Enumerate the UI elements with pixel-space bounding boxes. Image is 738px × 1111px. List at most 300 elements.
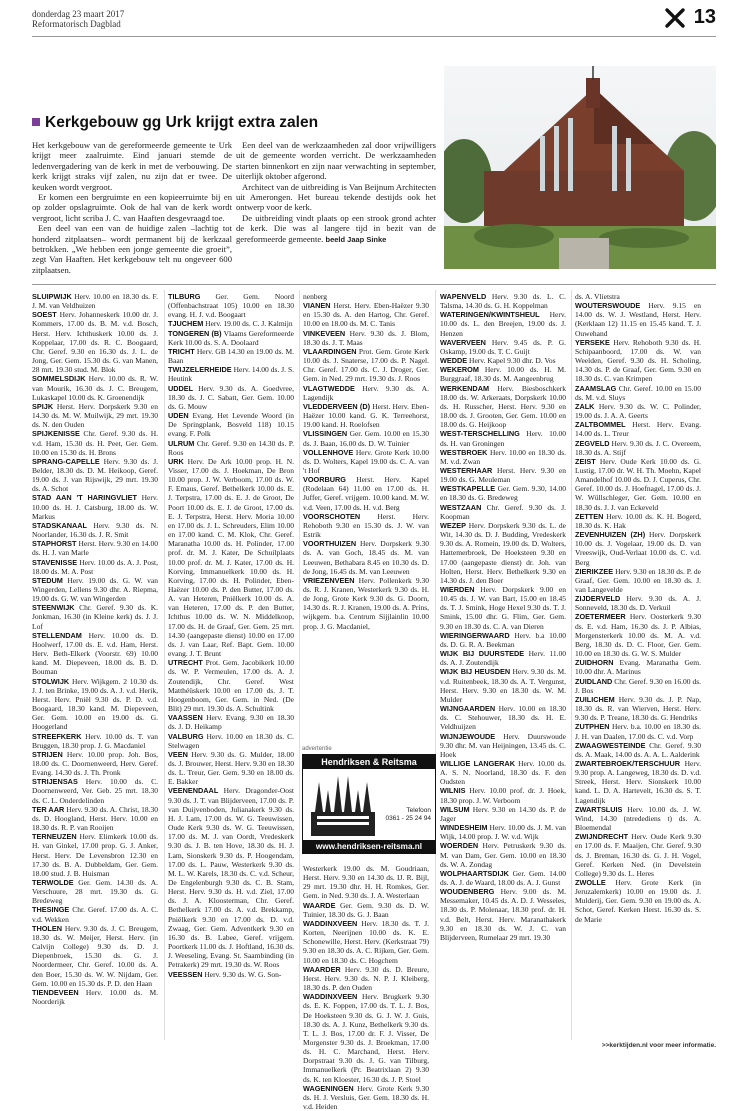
service-times: Herv. Oosterkerk 9.30 ds. E. v.d. Ham, 16.30 ds. J. P. Albias, Morgensterkerk 10.00 ds. M. A. v.d. Berg, 18.30 ds. D. C. Floor, Ger. Gem. 10.00 en 18.30 ds. G. W. S. Mulder xyxy=(575,612,702,659)
service-times: Herv. 10.00 ds. H. M. Burggraaf, 18.30 ds. M. Aangeenbrug xyxy=(440,365,566,384)
service-times: Herv. Oude Kerk 10.00 ds. G. Lustig, 17.00 dr. W. H. Th. Moehn, Kapel Amandelhof 10.00 ds. D. J. Cuperus, Chr. Geref. 10.00 ds. J. Hoefnagel, 17.00 ds. J. W. Wüllschleger, Ger. Gem. 10.00 en 18.30 ds. J. J. van Eckeveld xyxy=(575,456,701,512)
service-times: Herv. Oude Kerk 9.30 en 17.00 ds. F. Maaijen, Chr. Geref. 9.30 ds. J. Breman, 16.30 ds. G. J. H. Vogel, Geref. Kerken Ned. (in Develstein College) 9.30 ds. L. Heres xyxy=(575,832,702,878)
place-name: STREEFKERK xyxy=(32,731,82,741)
service-times: Herv. Brugkerk 9.30 ds. E. K. Foppen, 17.00 ds. T. L. J. Bos, De Hoeksteen 9.30 ds. G. J. W. J. Guis, 18.30 ds. A. J. Kunz, Bethelkerk 9.30 ds. T. L. J. Bos, 17.00 dr. F. J. Visser, De Morgenster 9.30 ds. J. Broekman, 17.00 ds. H. C. Marchand, Herst. Herv. Dorpstraat 9.30 ds. J. G. van Tilburg, Immanuelkerk (Pr. Beatrixlaan 2) 9.30 ds. K. ten Kloester, 16.30 ds. J. P. Stoel xyxy=(303,992,429,1084)
place-name: WEST-TERSCHELLING xyxy=(440,429,520,439)
schedule-entry xyxy=(575,805,701,832)
service-times: Ger. Gem. 10.00 en 15.30 ds. J. Baan, 16.00 ds. D. W. Tuinier xyxy=(303,429,429,448)
schedule-column-1 xyxy=(32,292,158,1006)
schedule-entry xyxy=(440,484,566,502)
schedule-entry xyxy=(32,832,158,878)
place-name: VOORTHUIZEN xyxy=(303,539,357,549)
service-times: Evang. Maranatha Gem. 10.00 dhr. A. Marinus xyxy=(575,658,702,677)
service-times: Evang. Het Levende Woord (in De Springplank, Bosveld 118) 10.15 evang. F. Polk xyxy=(168,411,294,439)
schedule-entry xyxy=(168,329,294,347)
schedule-entry xyxy=(303,475,429,512)
place-name: WILLIGE LANGERAK xyxy=(440,758,515,768)
schedule-column-2 xyxy=(168,292,294,979)
place-name: VLAGTWEDDE xyxy=(303,383,355,393)
ad-url-link[interactable]: www.hendriksen-reitsma.nl xyxy=(303,840,435,853)
service-times: Herv. 14.00 ds. J. S. Heutink xyxy=(168,365,295,384)
article-paragraph: Het kerkgebouw van de gereformeerde gemeente te Urk krijgt meer zaalruimte. Eind januari stemde de ledenvergadering van de kerk in met de verbouwing. De kerk krijgt straks vijf zalen, nu zijn dat er twee. De keuken wordt vergroot. xyxy=(32,140,232,192)
pipe-organ-icon xyxy=(309,772,377,838)
schedule-entry xyxy=(168,750,294,787)
article-column-1 xyxy=(32,140,232,275)
schedule-entry xyxy=(168,439,294,457)
service-times: Herv. 10.00 ds. R. W. van Mourik, 16.30 ds. J. C. Breugem, Lukaskapel 10.00 ds. K. Groenendijk xyxy=(32,374,159,402)
schedule-entry xyxy=(440,585,566,631)
service-times: Herv. Grote Kerk (in Jeruzalemkerk) 10.00 en 19.00 ds. J. Mulderij, Ger. Gem. 9.30 en 19.00 ds. A. Schot, Geref. Kerken Herst. 16.30 ds. S. de Marie xyxy=(575,878,702,924)
service-times: Herv. 10.00 ds. H. van Groningen xyxy=(440,429,566,448)
service-times: Herv. 9.45 ds. P. G. Oskamp, 19.00 ds. T. C. Guijt xyxy=(440,337,567,356)
schedule-entry xyxy=(575,439,701,457)
place-name: ULRUM xyxy=(168,438,195,448)
service-times: Herv. Evang. 9.30 en 18.30 ds. J. D. Heikamp xyxy=(168,713,295,732)
service-times: Herv. Elimkerk 10.00 ds. H. van Ginkel, 17.00 prop. G. J. Anker, Herst. Herv. De Levensbron 12.30 en 17.30 ds. B. A. Dubbeldam, Ger. Gem. 18.00 stud. J. B. Huisman xyxy=(32,832,158,878)
place-name: THOLEN xyxy=(32,923,62,933)
column-divider xyxy=(164,290,165,1040)
place-name: ZWOLLE xyxy=(575,878,606,887)
schedule-entry xyxy=(440,869,566,887)
ad-title: Hendriksen & Reitsma Orgelbouw xyxy=(303,755,435,769)
service-times: Herv. Grote Kerk 10.00 ds. D. Wolters, Kapel 19.00 ds. C. A. van 't Hof xyxy=(303,447,430,475)
schedule-entry xyxy=(32,292,158,310)
service-times: Herv. 9.30 ds. D. Breure, Herst. Herv. 9.30 ds. N. P. J. Kleiberg, 18.30 ds. P. den Ouden xyxy=(303,964,430,993)
place-name: VLEDDERVEEN (D) xyxy=(303,401,371,411)
place-name: WERKENDAM xyxy=(440,383,490,393)
place-name: STEENWIJK xyxy=(32,603,75,613)
service-times: Chr. Geref. 10.00 en 15.00 ds. M. v.d. Sluys xyxy=(575,383,702,402)
schedule-entry xyxy=(575,722,701,740)
service-times: Herst. Herv. Eben-Haëzer 10.00 kand. G. K. Terreehorst, 19.00 kand. H. Roelofsen xyxy=(303,401,429,430)
schedule-entry xyxy=(575,677,701,695)
place-name: ZIERIKZEE xyxy=(575,566,614,576)
service-times: Herst. Herv. Dorpskerk 9.30 en 14.30 ds. M. W. Muilwijk, 29 mrt. 19.30 ds. N. den Ouden xyxy=(32,401,159,430)
header-rule xyxy=(32,36,716,37)
place-name: ZEGVELD xyxy=(575,438,610,448)
service-times: Ger. Gem. Noord (Offenbachstraat 105) 10.00 en 18.30 evang. H. J. v.d. Boogaart xyxy=(168,292,294,320)
place-name: VEENENDAAL xyxy=(168,786,219,796)
service-times: Herv. 9.30 ds. A. Goedvree, 18.30 ds. J. C. Sabatt, Ger. Gem. 10.00 ds. G. Mouw xyxy=(168,383,295,411)
schedule-entry xyxy=(575,594,701,612)
service-times: Herv. 10.00 ds. C. Doornenweerd, Ver. Geb. 25 mrt. 18.30 ds. C. L. Onderdelinden xyxy=(32,777,158,805)
service-times: Westerkerk 19.00 ds. M. Goudriaan, Herst. Herv. 9.30 en 14.30 ds. IJ. R. Bijl, 29 mrt. 19.30 dhr. H. H. Romkes, Ger. Gem. in Ned. 9.30 ds. J. A. Westerlaan xyxy=(303,864,429,901)
service-times: Herv. 9.30 ds. G. Mulder, 18.00 ds. J. Brouwer, Herst. Herv. 9.30 en 18.30 ds. L. Treur, Ger. Gem. 9.30 en 18.00 ds. E. Bakker xyxy=(168,749,294,787)
service-times: Herv. 9.30 ds. J. C. Breugem, 18.30 ds. W. Meijer, Herst. Herv. (in Calvijn College) 9.30 ds. D. J. Diepenbroek, 15.30 ds. G. J. Noordermeer, Chr. Geref. 10.00 ds. A. den Boer, 15.30 ds. W. W. Nijdam, Ger. Gem. 10.00 en 15.30 ds. P. D. den Haan xyxy=(32,923,159,988)
place-name: WESTZAAN xyxy=(440,502,482,512)
service-times: Herv. 9.30 ds. W. C. Polinder, 19.00 ds. J. A. A. Geerts xyxy=(575,401,702,421)
place-name: SLUIPWIJK xyxy=(32,292,72,301)
place-name: WAGENINGEN xyxy=(303,1083,354,1093)
schedule-entry xyxy=(303,919,429,965)
schedule-entry xyxy=(168,384,294,411)
ad-phone: Telefoon 0361 - 25 24 94 xyxy=(385,807,431,822)
schedule-entry xyxy=(575,338,701,384)
schedule-entry xyxy=(575,658,701,676)
schedule-column-4 xyxy=(440,292,566,942)
place-name: ZOETERMEER xyxy=(575,612,626,622)
place-name: SPIJKENISSE xyxy=(32,429,80,439)
article-paragraph: Architect van de uitbreiding is Van Beijnum Architecten uit Amerongen. Het bureau tekende destijds ook het ontwerp voor de kerk. xyxy=(236,181,436,213)
schedule-entry xyxy=(575,759,701,805)
service-times: Herv. Dorpskerk 9.30 ds. A. van Goch, 18.45 ds. M. van Leeuwen, Bethabara 8.45 en 10.30 ds. D. de Jong, 16.45 ds. M. van Leeuwen xyxy=(303,539,429,576)
church-photo xyxy=(444,66,716,269)
schedule-column-3 xyxy=(303,292,429,1111)
place-name: WIJK BIJ DUURSTEDE xyxy=(440,649,525,659)
place-name: VLAARDINGEN xyxy=(303,346,357,356)
service-times: Herv. Wijkgem. 2 10.30 ds. J. J. ten Brinke, 19.00 ds. A. J. v.d. Herik, Herst. Herv. Pniël 9.30 ds. P. D. v.d. Boogaard, 18.30 kand. M. Diepeveen, Ger. Gem. 10.00 en 19.00 ds. G. Hoogerland xyxy=(32,676,159,732)
schedule-entry xyxy=(440,466,566,484)
place-name: WINDESHEIM xyxy=(440,823,488,833)
schedule-entry xyxy=(440,365,566,383)
place-name: SPIJK xyxy=(32,401,54,411)
place-name: WESTKAPELLE xyxy=(440,484,496,494)
service-times: Herv. 10.00 ds. J. W. Wind, 14.30 (ntredediens t) ds. A. Bloemendal xyxy=(575,804,701,833)
service-times: Herv. De Ark 10.00 prop. H. N. Visser, 17.00 ds. J. Hoekman, De Bron 10.00 prop. J. W. Verboom, 17.00 ds. W. F. Emaus, Geref. Bethelkerk 10.00 ds. E. J. Terpstra, 17.00 ds. E. J. de Groot, De Poort 10.00 ds. E. J. de Groot, 17.00 ds. E. J. Terpstra, Herst. Herv. Moria 10.00 en 17.00 ds. J. L. Schreuders, Elim 10.00 en 17.00 kand. C. M. Klok, Chr. Geref. Maranatha 10.00 ds. H. Polinder, 17.00 prof. dr. M. J. Kater, De Schuilplaats 10.00 prof. dr. M. J. Kater, 17.00 ds. H. Korving, Immanuelkerk 10.00 ds. H. Korving, 17.00 ds. H. Polinder, Eben-Haëzer 10.00 ds. P. den Butter, 17.00 ds. A. van Heteren, Pniëlkerk 10.00 ds. A. van Heteren, 17.00 ds. P. den Butter, Ichthus 10.00 ds. W. N. Middelkoop, 17.00 ds. H. de Graaf, Ger. Gem. 25 mrt. 14.30 (aangepaste dienst) 10.00 en 17.00 ds. J. van Laar, Ref. Bapt. Gem. 10.00 evang. J. T. Brunt xyxy=(168,456,294,659)
place-name: TERNEUZEN xyxy=(32,832,77,842)
service-times: Herv. 9.30 ds. J. Blom, 18.30 ds. J. T. Maas xyxy=(303,328,430,347)
schedule-entry xyxy=(575,832,701,878)
service-times: Herv. b.a. 10.00 en 18.30 ds. J. H. van Daalen, 17.00 ds. C. v.d. Vorp xyxy=(575,722,701,741)
service-times: Herv. 18.30 ds. T. J. Korten, Neerijnen 10.00 ds. K. E. Schonewille, Herst. Herv. (Kerkstraat 79) 9.30 en 18.30 ds. A. C. Rijken, Ger. Gem. 10.00 en 18.30 ds. C. Hogchem xyxy=(303,918,430,965)
service-times: Herv. Dorpskerk 9.00 en 10.45 ds. J. W. van Bart, 15.00 en 18.45 ds. T. J. Smink, Hoge Hexel 9.30 ds. T. J. Smink, 15.00 dhr. G. Flim, Ger. Gem. 9.30 en 18.30 ds. C. A. van Dieren xyxy=(440,585,567,631)
place-name: WADDINXVEEN xyxy=(303,918,358,928)
place-name: STAPHORST xyxy=(32,539,77,549)
article-paragraph: De uitbreiding vindt plaats op een strook grond achter de kerk. Die was al langere tijd in bezit van de gereformeerde gemeente. beeld Jaap Sinke xyxy=(236,212,436,244)
place-name: WEZEP xyxy=(440,520,466,530)
place-name: VALBURG xyxy=(168,731,204,741)
schedule-entry xyxy=(303,329,429,347)
service-times: Herv. Dragonder-Oost 9.30 ds. J. T. van Blijderveen, 17.00 ds. P. van Duijvenboden, Julianakerk 9.30 ds. H. J. Lam, 17.00 ds. W. G. Teeuwissen, Oude Kerk 9.30 ds. W. G. Teeuwissen, 17.00 ds. M. J. van Oordt, Vredeskerk 9.30 ds. J. B. ten Hove, 18.30 ds. H. J. Lam, Sionskerk 9.30 ds. P. Hoogendam, 17.00 ds. L. Pauw, Westerkerk 9.30 ds. M. L. W. Karels, 18.30 ds. C. v.d. Scheur, De Engelenburgh 9.30 ds. C. B. Stam, Herst. Herv. 9.30 ds. H. v.d. Ziel, 17.00 ds. J. A. Kloosterman, Chr. Geref. Bethelkerk 17.00 ds. A. v.d. Brekkamp, Pniëlkerk 9.30 en 17.00 ds. D. v.d. Zwaag, Ger. Gem. Adventkerk 9.30 en 16.30 ds. B. Labee, Geref. vrijgem. Poortkerk 11.00 ds. J. Hoftland, 16.30 ds. J. Weeseling, Evang. St. Saambinding (in Petrakerk) 29 mrt. 19.30 ds. W. Roos xyxy=(168,786,294,970)
schedule-entry xyxy=(168,319,294,328)
service-times: Herv. 9.30 en 14.30 ds. P. de Jager xyxy=(440,804,567,823)
place-name: WAARDER xyxy=(303,964,341,974)
service-times: Herv. 10.00 ds. H. J. Catsburg, 18.00 ds. W. Markus xyxy=(32,493,159,521)
service-times: Herv. Biesboschkerk 18.00 ds. W. Arkeraats, Dorpskerk 10.00 ds. H. Russcher, Herst. Herv. 9.30 en 18.00 ds. J. Grooten, Ger. Gem. 10.00 en 18.00 ds. G. Heijkoop xyxy=(440,383,566,430)
article-column-2 xyxy=(236,140,436,245)
service-times: nenberg xyxy=(303,292,328,301)
service-times: Prot. Gem. Grote Kerk 10.00 ds. J. Snaterse, 17.00 ds. P. Nagel. Chr. Geref. 17.00 ds. C. J. Droger, Ger. Gem. in Ned. 29 mrt. 19.30 ds. J. Roos xyxy=(303,346,430,384)
organ-advertisement[interactable] xyxy=(302,754,436,854)
schedule-entry xyxy=(32,374,158,401)
service-times: Herv. 10.00 prof. dr. J. Hoek, 18.30 prop. J. W. Verboom xyxy=(440,786,567,805)
place-name: ZWIJNDRECHT xyxy=(575,832,629,842)
service-times: Chr. Geref. 9.30 en 16.00 ds. J. Bos xyxy=(575,676,701,695)
schedule-entry xyxy=(440,841,566,868)
place-name: ZUIDLAND xyxy=(575,676,613,686)
place-name: VIANEN xyxy=(303,301,331,311)
place-name: WIJNGAARDEN xyxy=(440,704,496,714)
issue-date: donderdag 23 maart 2017 xyxy=(32,9,125,19)
schedule-entry xyxy=(303,576,429,631)
schedule-entry xyxy=(32,732,158,750)
place-name: YERSEKE xyxy=(575,337,610,347)
schedule-entry xyxy=(440,356,566,365)
service-times: Herv. 10.00 en 18.30 ds. M. v.d. Zwan xyxy=(440,447,566,466)
place-name: VAASSEN xyxy=(168,713,203,723)
schedule-entry xyxy=(32,429,158,456)
page-number: 13 xyxy=(693,6,716,28)
service-times: Herv. Pollenkerk 9.30 ds. R. J. Kranen, Westerkerk 9.30 ds. H. de Jong, Grote Kerk 9.30 ds. G. Doorn, 14.30 ds. R. J. Kranen, 19.00 ds. A. Prins, wijkgem. b.a. Centrum Sijjlainlin 10.00 prop. J. G. Macdaniel, xyxy=(303,575,430,631)
service-times: Herst. Herv. Eben-Haëzer 9.30 en 15.30 ds. A. den Hartog, Chr. Geref. 10.00 en 18.00 ds. M. C. Tanis xyxy=(303,301,430,329)
schedule-entry xyxy=(575,457,701,512)
schedule-entry xyxy=(575,512,701,530)
place-name: VOORSCHOTEN xyxy=(303,511,361,521)
place-name: WOERDEN xyxy=(440,841,479,851)
article-paragraph: Een deel van de werkzaamheden zal door vrijwilligers uit de gemeente worden verricht. De werkzaamheden starten binnenkort en zijn naar verwachting in september, uiterlijk oktober afgerond. xyxy=(236,140,436,182)
place-name: WILNIS xyxy=(440,786,466,796)
schedule-entry xyxy=(440,292,566,310)
schedule-entry xyxy=(32,750,158,777)
service-times: Herv. Dorpskerk 9.30 ds. L. de Wit, 14.30 ds. D. J. Budding, Vredeskerk 9.30 ds. A. Romein, 19.00 ds. D. Wolters, Hattemerbroek, De Hoeksteen 9.30 en 17.00 (aangepaste dienst) dr. Joh. van Holten, Herst. Herv. Bethelkerk 9.30 en 14.30 ds. J. den Boer xyxy=(440,520,567,585)
place-name: WESTBROEK xyxy=(440,447,488,457)
schedule-entry xyxy=(303,965,429,992)
place-name: TERWOLDE xyxy=(32,878,74,887)
service-times: Herst. Herv. 9.30 en 19.00 ds. G. Meuleman xyxy=(440,465,566,485)
service-times: Herv. 9.30 ds. A. J. Sonneveld, 18.30 ds. D. Verkuil xyxy=(575,594,701,613)
service-times: Herst. Herv. Kapel (Rodelaan 64) 11.00 en 17.00 ds. H. Juffer, Geref. vrijgem. 10.00 kand. M. W. v.d. Veen, 17.00 ds. H. v.d. Berg xyxy=(303,475,429,512)
service-times: Chr. Geref. 9.30 en 14.30 ds. P. Roos xyxy=(168,438,294,457)
service-times: Herv. 10.00 ds. L. den Breejen, 19.00 ds. J. Henzen xyxy=(440,310,566,338)
schedule-entry xyxy=(440,503,566,521)
place-name: SPRANG-CAPELLE xyxy=(32,456,100,466)
service-times: Ger. Gem. 9.30 ds. D. W. Tuinier, 18.30 ds. G. J. Baan xyxy=(303,900,430,919)
schedule-entry xyxy=(575,695,701,722)
schedule-entry xyxy=(440,631,566,649)
place-name: STOLWIJK xyxy=(32,676,70,686)
schedule-column-5 xyxy=(575,292,701,924)
place-name: STELLENDAM xyxy=(32,630,82,640)
place-name: TIENDEVEEN xyxy=(32,987,79,997)
service-times: Herv. 9.30 ds. M. v.d. Ruitenbeek, 18.30 ds. A. T. Vergunst, Herst. Herv. 9.30 en 18.30 ds. W. M. Mulder xyxy=(440,667,566,704)
schedule-entry xyxy=(32,558,158,576)
schedule-entry xyxy=(440,448,566,466)
place-name: ZEVENHUIZEN (ZH) xyxy=(575,530,646,540)
service-times: Herv. Petruskerk 9.30 ds. M. van Dam, Ger. Gem. 10.00 en 18.30 ds. W. A. Zondag xyxy=(440,841,566,869)
advertisement-label: advertentie xyxy=(302,746,332,752)
schedule-entry xyxy=(168,732,294,750)
service-times: Herv. 9.30 ds. A. Lagendijk xyxy=(303,383,429,402)
schedule-entry xyxy=(303,539,429,576)
place-name: STRIJEN xyxy=(32,749,63,759)
photo-credit: beeld Jaap Sinke xyxy=(325,234,387,244)
schedule-entry xyxy=(32,805,158,832)
service-times: Ger. Gem. 9.30, 14.00 en 18.30 ds. G. Bredeweg xyxy=(440,484,566,503)
service-times: Herv. 9.30 prop. A. Langeweg, 18.30 ds. D. v.d. Streek, Herst. Herv. Sionskerk 10.00 kand. L. D. A. Hartevelt, 16.30 ds. S. T. Lagendijk xyxy=(575,758,701,805)
place-name: VLISSINGEN xyxy=(303,429,348,439)
place-name: WAARDE xyxy=(303,900,336,910)
schedule-entry xyxy=(440,732,566,759)
service-times: Herv. Grote Kerk 9.30 ds. H. J. Versluis, Ger. Gem. 18.30 ds. H. v.d. Heiden xyxy=(303,1083,430,1111)
schedule-entry xyxy=(32,988,158,1006)
service-times: Herv. 10.00 ds. M. Noorderijk xyxy=(32,987,159,1007)
schedule-entry xyxy=(32,457,158,494)
place-name: STEDUM xyxy=(32,575,63,585)
schedule-entry xyxy=(303,429,429,447)
schedule-entry xyxy=(575,301,701,338)
service-times: Chr. Geref. 17.00 ds. A. C. v.d. Wekken xyxy=(32,905,158,924)
article-paragraph: Er komen een bergruimte en een kopieerruimte bij en op zolder opslagruimte. Ook de hal van de kerk wordt vergroot, licht scriba J. C. van Haaften desgevraagd toe. xyxy=(32,192,232,223)
place-name: URK xyxy=(168,456,184,466)
schedule-entry xyxy=(32,878,158,905)
schedule-entry xyxy=(32,603,158,630)
schedule-entry xyxy=(575,384,701,402)
place-name: UDEN xyxy=(168,411,189,421)
place-name: WAVERVEEN xyxy=(440,337,486,347)
service-times: Prot. Gem. Jacobikerk 10.00 ds. W. P. Vermeulen, 17.00 ds. A. J. Zoutendijk, Chr. Geref. West Matthéüskerk 10.00 en 17.00 ds. J. T. Hoogenboom, Ger. Gem. in Ned. (De Blit) 29 mrt. 19.30 ds. A. Schultink xyxy=(168,658,294,714)
service-times: Chr. Geref. 9.30 ds. K. Jonkman, 16.30 (in Kleine kerk) ds. J. J. Lof xyxy=(32,603,158,631)
schedule-entry xyxy=(575,292,701,301)
schedule-entry xyxy=(303,347,429,384)
schedule-entry xyxy=(168,457,294,658)
service-times: Ger. Gem. 14.00 ds. A. J. de Waard, 18.00 ds. A. J. Gunst xyxy=(440,868,566,887)
schedule-entry xyxy=(168,347,294,365)
service-times: Herv. 10.00 en 18.30 ds. C. Stelwagen xyxy=(168,731,294,750)
place-name: TWIJZELERHEIDE xyxy=(168,365,232,375)
place-name: WIERINGERWAARD xyxy=(440,630,510,640)
place-name: TJUCHEM xyxy=(168,319,204,329)
schedule-entry xyxy=(168,786,294,969)
schedule-entry xyxy=(303,901,429,919)
schedule-entry xyxy=(303,1084,429,1111)
place-name: WIJNJEWOUDE xyxy=(440,731,496,741)
schedule-entry xyxy=(303,512,429,539)
place-name: TER AAR xyxy=(32,804,65,814)
column-divider xyxy=(571,290,572,1040)
schedule-entry xyxy=(32,493,158,520)
schedule-entry xyxy=(168,365,294,383)
place-name: ZWARTSLUIS xyxy=(575,804,623,814)
schedule-entry xyxy=(440,384,566,430)
schedule-entry xyxy=(32,521,158,539)
schedule-entry xyxy=(168,713,294,731)
service-times: Herv. 9.30 ds. W. G. Son- xyxy=(204,969,282,979)
more-info-link[interactable]: >>kerktijden.nl voor meer informatie. xyxy=(601,1042,716,1049)
place-name: TILBURG xyxy=(168,292,201,301)
schedule-entry xyxy=(440,338,566,356)
place-name: STADSKANAAL xyxy=(32,520,87,530)
schedule-entry xyxy=(440,310,566,337)
place-name: ZUTPHEN xyxy=(575,722,610,732)
service-times: Herv. 10.00 ds. A. J. Post, 18.00 ds. M. A. Post xyxy=(32,557,158,576)
place-name: ZWAAGWESTEINDE xyxy=(575,740,646,750)
service-times: Herv. 10.00 ds. T. van Bruggen, 18.30 prop. J. G. Macdaniel xyxy=(32,731,158,750)
schedule-entry xyxy=(440,429,566,447)
schedule-entry xyxy=(303,864,429,901)
service-times: Chr. Geref. 9.30 ds. H. v.d. Ham, 15.30 ds. H. Peet, Ger. Gem. 10.00 en 15.30 ds. H. Brons xyxy=(32,429,159,457)
service-times: Chr. Geref. 9.30 ds. A. Maak, 14.00 ds. A. A. L. Aalderink xyxy=(575,740,702,759)
schedule-entry xyxy=(32,631,158,677)
schedule-entry xyxy=(32,905,158,923)
schedule-entry xyxy=(168,970,294,979)
service-times: Herv. 19.00 ds. C. J. Kalmijn xyxy=(205,319,293,329)
column-divider xyxy=(435,290,436,1040)
newspaper-name: Reformatorisch Dagblad xyxy=(32,19,121,29)
service-times: Herv. 10.00 ds. J. M. van Wijk, 14.00 prop. J. W. v.d. Wijk xyxy=(440,823,567,842)
schedule-entry xyxy=(303,301,429,328)
place-name: THESINGE xyxy=(32,905,70,915)
schedule-entry xyxy=(575,402,701,420)
service-times: Herv. 9.30 en 18.30 ds. P. de Graaf, Ger. Gem. 10.00 en 18.30 ds. J. van Langevelde xyxy=(575,566,702,594)
schedule-entry xyxy=(440,887,566,942)
service-times: Herv. 9.30 ds. L. C. Talsma, 14.30 ds. G. H. Koppelman xyxy=(440,292,567,311)
place-name: STRIJENSAS xyxy=(32,777,78,787)
service-times: Herv. 19.00 ds. G. W. van Wingerden, Lellens 9.30 dhr. A. Riepma, 19.00 ds. G. W. van Wingerden xyxy=(32,575,158,604)
place-name: ZIJDERVELD xyxy=(575,594,621,604)
place-name: ZWARTEBROEK/TERSCHUUR xyxy=(575,758,680,768)
place-name: ZEIST xyxy=(575,456,596,466)
place-name: UDDEL xyxy=(168,383,194,393)
schedule-entry xyxy=(575,567,701,594)
schedule-entry xyxy=(32,402,158,429)
place-name: WILSUM xyxy=(440,804,470,814)
rd-logo-icon xyxy=(664,7,686,29)
service-times: Herv. 9.30 ds. J. P. Nap, 18.30 ds. R. van Wierven, Herst. Herv. 9.30 ds. P. Treane, 18.30 ds. G. Hendriks xyxy=(575,694,702,723)
schedule-entry xyxy=(168,658,294,713)
schedule-entry xyxy=(32,576,158,603)
service-times: Herv. 9.30 ds. J. Belder, 18.30 ds. D. M. Heikoop, Geref. 19.00 ds. J. van Rijswijk, 29 mrt. 19.30 ds. A. Schot xyxy=(32,456,159,494)
place-name: WESTERHAAR xyxy=(440,465,493,475)
service-times: Herv. 10.00 en 18.30 ds. C. Stehouwer, 18.30 ds. H. E. Veldhuijzen xyxy=(440,704,567,732)
schedule-entry xyxy=(440,786,566,804)
schedule-entry xyxy=(303,292,429,301)
service-times: Herv. 10.00 ds. K. H. Bogerd, 18.30 ds. K. Hak xyxy=(575,511,702,530)
schedule-entry xyxy=(303,402,429,429)
column-divider xyxy=(299,290,300,1040)
service-times: Herv. Duurswoude 9.30 dhr. M. van Heijningen, 13.45 ds. C. Hoek xyxy=(440,731,566,759)
place-name: SOEST xyxy=(32,310,57,320)
schedule-entry xyxy=(168,292,294,319)
place-name: WADDINXVEEN xyxy=(303,992,358,1002)
place-name: SOMMELSDIJK xyxy=(32,374,86,384)
service-times: Herv. 9.30 ds. J. C. Overeem, 18.30 ds. A. Stijf xyxy=(575,438,701,457)
service-times: ds. A. Vlietstra xyxy=(575,292,620,301)
service-times: Ger. Gem. 14.30 ds. A. Verschuure, 28 mrt. 19.30 ds. G. Bredeweg xyxy=(32,878,158,906)
schedule-entry xyxy=(575,612,701,658)
service-times: Herst. Herv. Rehoboth 9.30 en 15.30 ds. J. W. van Estrik xyxy=(303,511,429,540)
place-name: ZUILICHEM xyxy=(575,694,615,704)
place-name: STAD AAN 'T HARINGVLIET xyxy=(32,493,137,503)
schedule-entry xyxy=(440,704,566,731)
service-times: Herv. Johanneskerk 10.00 dr. J. Kommers, 17.00 ds. B. M. v.d. Bosch, Herst. Herv. Ichthuskerk 10.00 ds. J. Koppelaar, 17.00 ds. R. C. Boogaard, Chr. Geref. 9.30 en 16.30 ds. J. L. de Jong, Ger. Gem. 15.30 ds. G. van Manen, 28 mrt. 19.30 stud. M. Blok xyxy=(32,310,158,375)
place-name: WOLPHAARTSDIJK xyxy=(440,868,509,878)
place-name: WEDDE xyxy=(440,356,468,366)
schedule-entry xyxy=(32,777,158,804)
place-name: ZALK xyxy=(575,401,595,411)
place-name: ZUIDHORN xyxy=(575,658,614,668)
service-times: Herv. 10.00 en 18.30 ds. F. J. M. van Veldhuizen xyxy=(32,292,159,311)
place-name: ZETTEN xyxy=(575,511,604,521)
schedule-entry xyxy=(575,878,701,924)
schedule-entry xyxy=(575,420,701,438)
schedule-entry xyxy=(168,411,294,438)
service-times: Herv. 9.15 en 14.00 ds. W. J. Westland, Herst. Herv. (Kerklaan 12) 11.15 en 15.45 kand. T. J. Ouwehand xyxy=(575,301,701,338)
place-name: VRIEZENVEEN xyxy=(303,575,355,585)
place-name: WIERDEN xyxy=(440,585,475,594)
place-name: WOUDENBERG xyxy=(440,887,495,897)
place-name: VEEN xyxy=(168,749,188,759)
service-times: Herv. b.a 10.00 ds. D. G. R. A. Beekman xyxy=(440,630,566,649)
service-times: Herv. Kapel 9.30 dhr. D. Vos xyxy=(469,356,556,366)
place-name: ZALTBOMMEL xyxy=(575,420,626,430)
place-name: UTRECHT xyxy=(168,658,203,668)
service-times: Herst. Herv. 9.30 en 14.00 ds. H. J. van Marle xyxy=(32,539,158,558)
schedule-entry xyxy=(32,310,158,374)
place-name: ZAAMSLAG xyxy=(575,383,617,393)
schedule-entry xyxy=(440,805,566,823)
schedule-entry xyxy=(440,521,566,585)
service-times: Herv. 11.00 ds. A. J. Zoutendijk xyxy=(440,649,567,668)
